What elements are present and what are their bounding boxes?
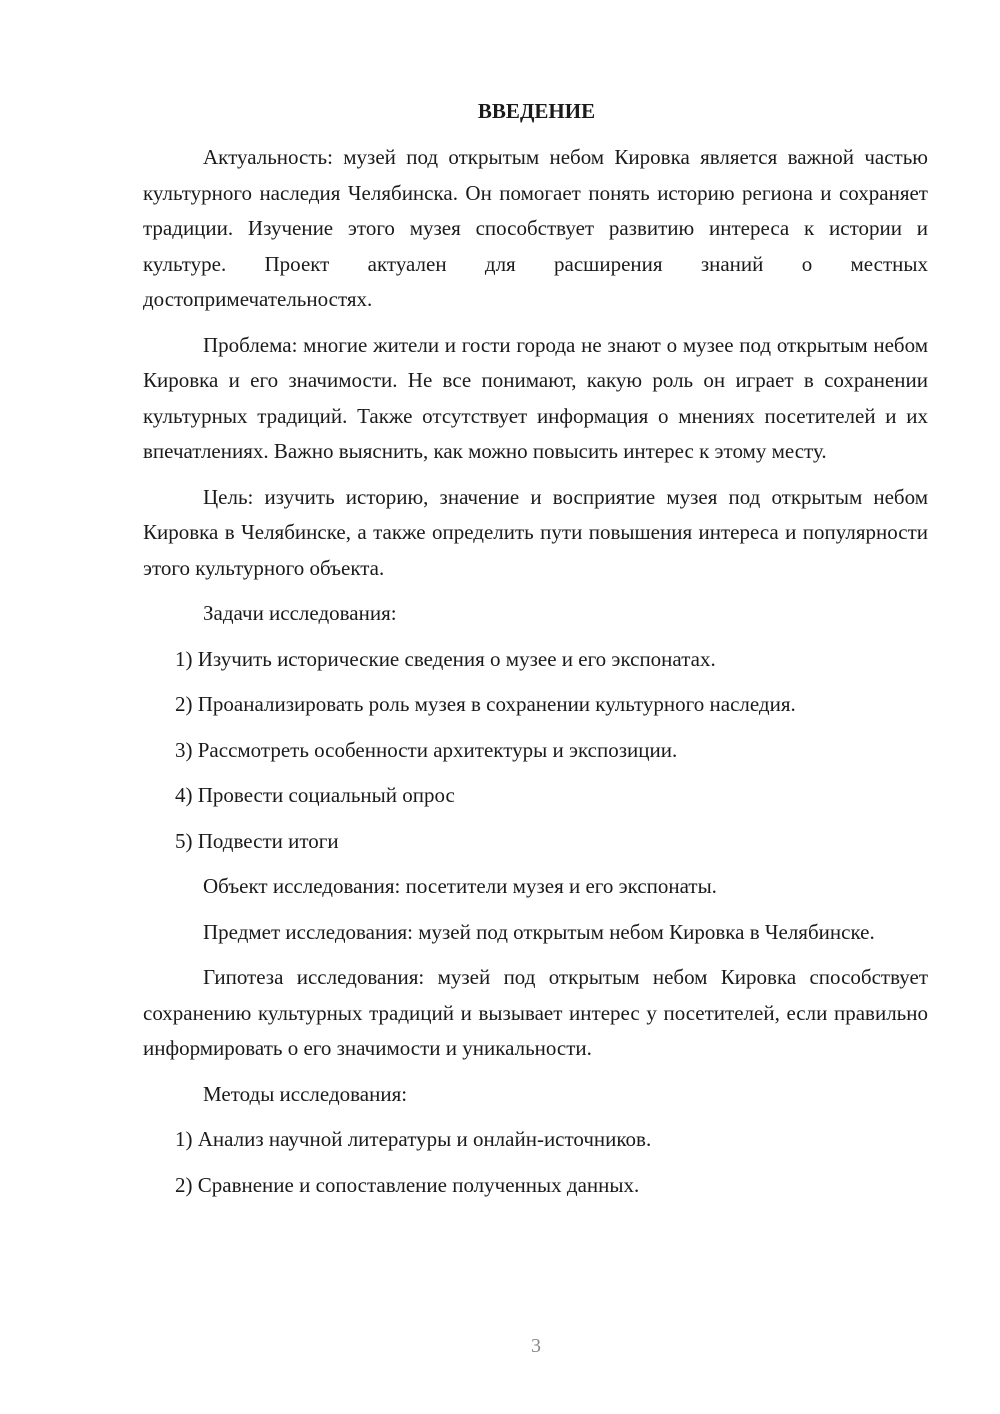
section-title: ВВЕДЕНИЕ [477,99,596,123]
methods-heading: Методы исследования: [203,1081,408,1106]
list-item: 5) Подвести итоги [175,828,339,853]
subject-paragraph: Предмет исследования: музей под открытым небом Кировка в Челябинске. [203,919,875,944]
list-item: 2) Проанализировать роль музея в сохранении культурного наследия. [175,692,796,716]
object-paragraph: Объект исследования: посетители музея и его экспонаты. [203,874,717,898]
list-item: 2) Сравнение и сопоставление полученных данных. [175,1172,640,1197]
list-item: 3) Рассмотреть особенности архитектуры и экспозиции. [175,737,678,762]
document-page [143,96,928,1213]
hypothesis-paragraph: Гипотеза исследования: музей под открытым небом Кировка способствует сохранению культурных традиций и вызывает интерес у посетителей, если правильно информировать о его значимости и уникальности. [143,965,928,1060]
page-number: 3 [531,1335,541,1357]
list-item: 1) Анализ научной литературы и онлайн-источников. [175,1127,652,1151]
relevance-paragraph: Актуальность: музей под открытым небом Кировка является важной частью культурного наследия Челябинска. Он помогает понять историю региона и сохраняет традиции. Изучение этого музея способствует развитию интереса к истории и культуре. Проект актуален для расширения знаний о местных достопримечательностях. [143,145,928,311]
list-item: 1) Изучить исторические сведения о музее и его экспонатах. [175,646,716,671]
list-item: 4) Провести социальный опрос [175,783,455,807]
tasks-list [143,642,928,860]
tasks-heading: Задачи исследования: [203,601,397,625]
problem-paragraph: Проблема: многие жители и гости города не знают о музее под открытым небом Кировка и его значимости. Не все понимают, какую роль он играет в сохранении культурных традиций. Также отсутствует информация о мнениях посетителей и их впечатлениях. Важно выяснить, как можно повысить интерес к этому месту. [143,332,928,463]
goal-paragraph: Цель: изучить историю, значение и восприятие музея под открытым небом Кировка в Челябинске, а также определить пути повышения интереса и популярности этого культурного объекта. [143,484,928,580]
methods-list [143,1122,928,1203]
